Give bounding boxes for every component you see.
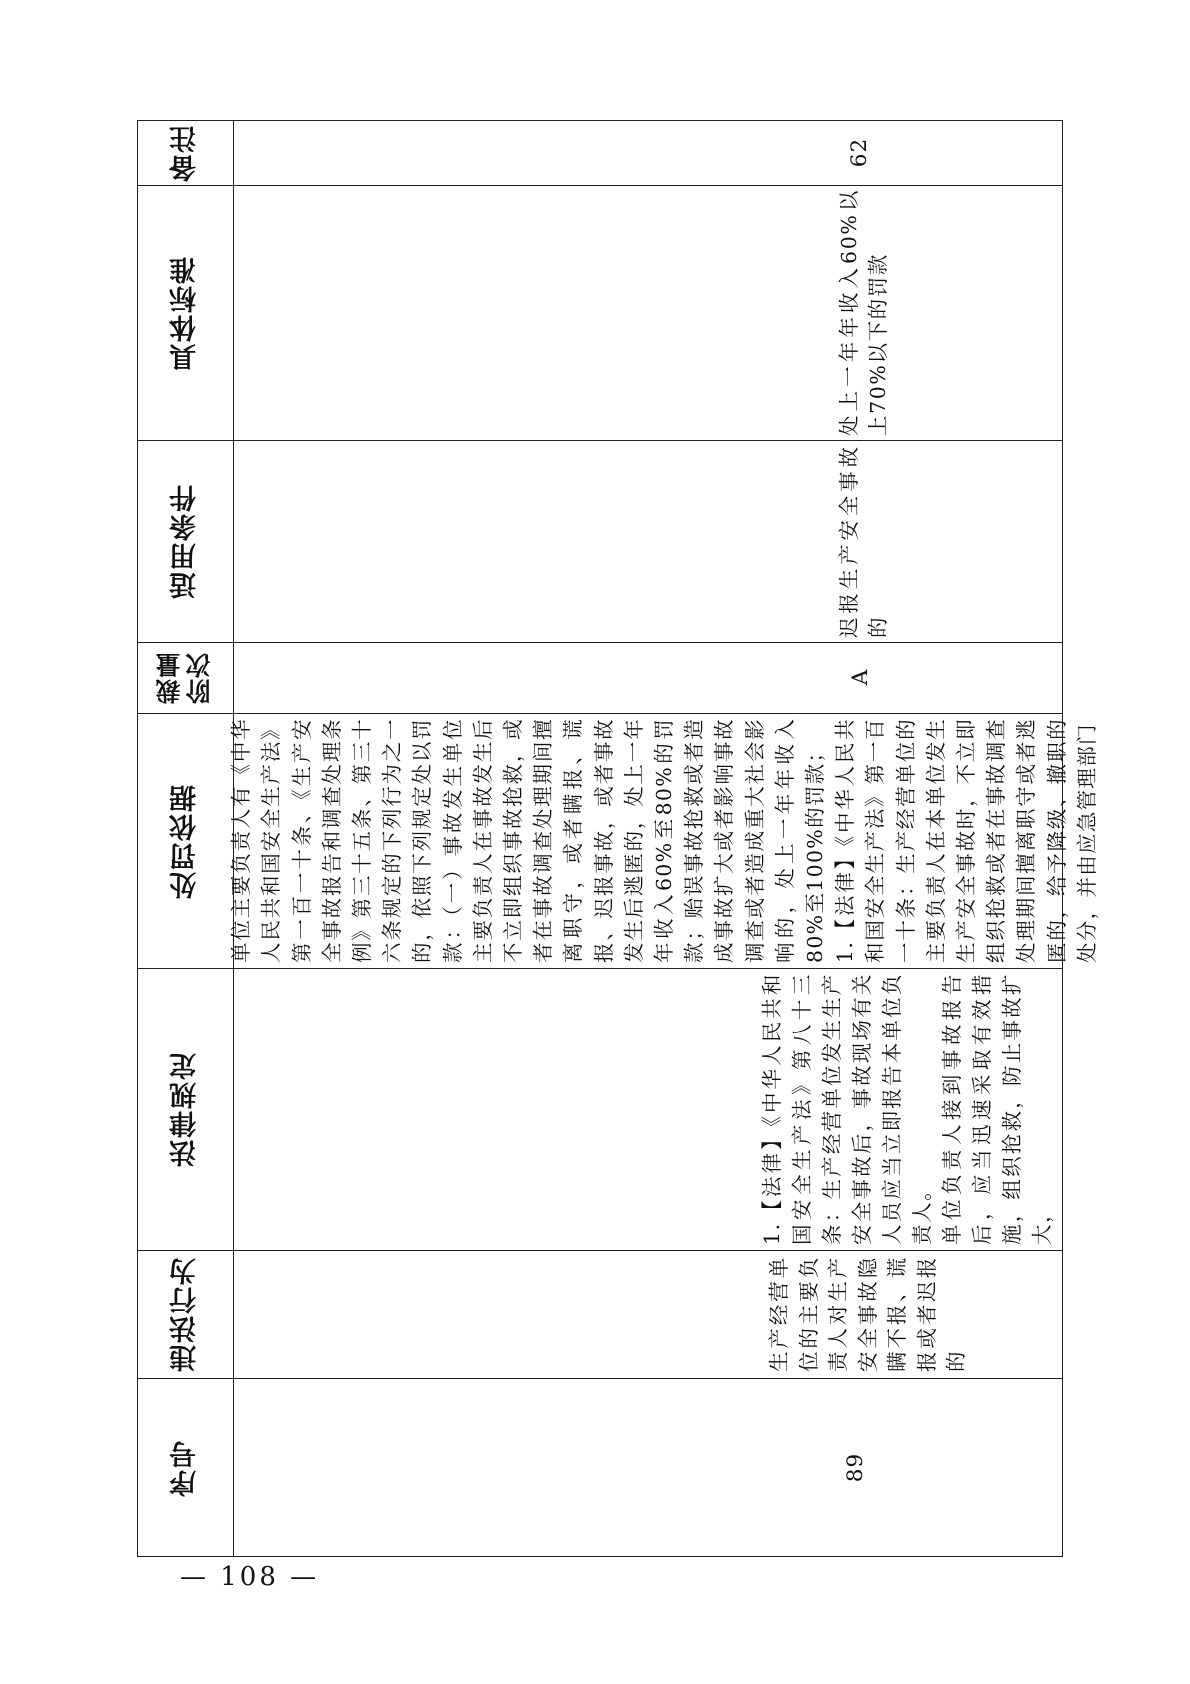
header-conditions: 适用条件 [169, 483, 201, 599]
cell-penalty-basis: 单位主要负责人有《中华人民共和国安全生产法》第一百一十条、《生产安全事故报告和调查处理条例》第三十五条、第三十六条规定的下列行为之一的，依照下列规定处以罚款：（一）事故发生单位主要负责人在事故发生后不立即组织事故抢救，或者在事故调查处理期间擅离职守，或者瞒报、谎报、迟报事故，或者事故发生后逃匿的，处上一年年收入60%至80%的罚款；贻误事故抢救或者造成事故扩大或者影响事故调查或者造成重大社会影响的，处上一年年收入80%至100%的罚款； 1.【法律】《中华人民共和国安全生产法》第一百一十条：生产经营单位的主要负责人在本单位发生生产安全事故时，不立即组织抢救或者在事故调查处理期间擅离职守或者逃匿的，给予降级、撤职的处分，并由应急管理部门 [229, 718, 1099, 963]
header-penalty-basis: 处罚依据 [169, 782, 201, 899]
cell-legal-provision: 1.【法律】《中华人民共和国安全生产法》第八十三条：生产经营单位发生生产安全事故后，事故现场有关人员应当立即报告本单位负责人。 单位负责人接到事故报告后，应当迅速采取有效措施，组织抢救，防止事故扩大， [760, 973, 1054, 1245]
header-discretion-level: 裁量 阶次 [155, 651, 214, 704]
divider [137, 185, 1063, 186]
header-violation: 违法行为 [169, 1256, 201, 1372]
header-remarks: 备注 [169, 123, 201, 182]
cell-violation: 生产经营单位的主要负责人对生产安全事故隐瞒不报、谎报或者迟报的 [767, 1256, 968, 1372]
header-seq: 序号 [169, 1438, 201, 1497]
divider [137, 968, 1063, 969]
cell-conditions: 迟报生产安全事故的 [837, 444, 890, 638]
cell-seq: 89 [843, 1452, 868, 1483]
divider [137, 1378, 1063, 1379]
cell-standard: 处上一年年收入60%以上70%以下的罚款 [837, 189, 890, 436]
header-standard: 具体标准 [169, 254, 201, 371]
cell-discretion-level: A [848, 669, 873, 686]
page-number: — 108 — [180, 1562, 320, 1592]
divider [137, 642, 1063, 643]
cell-remarks: 62 [847, 137, 872, 168]
header-legal-provision: 法律规定 [169, 1051, 201, 1167]
divider [137, 440, 1063, 441]
